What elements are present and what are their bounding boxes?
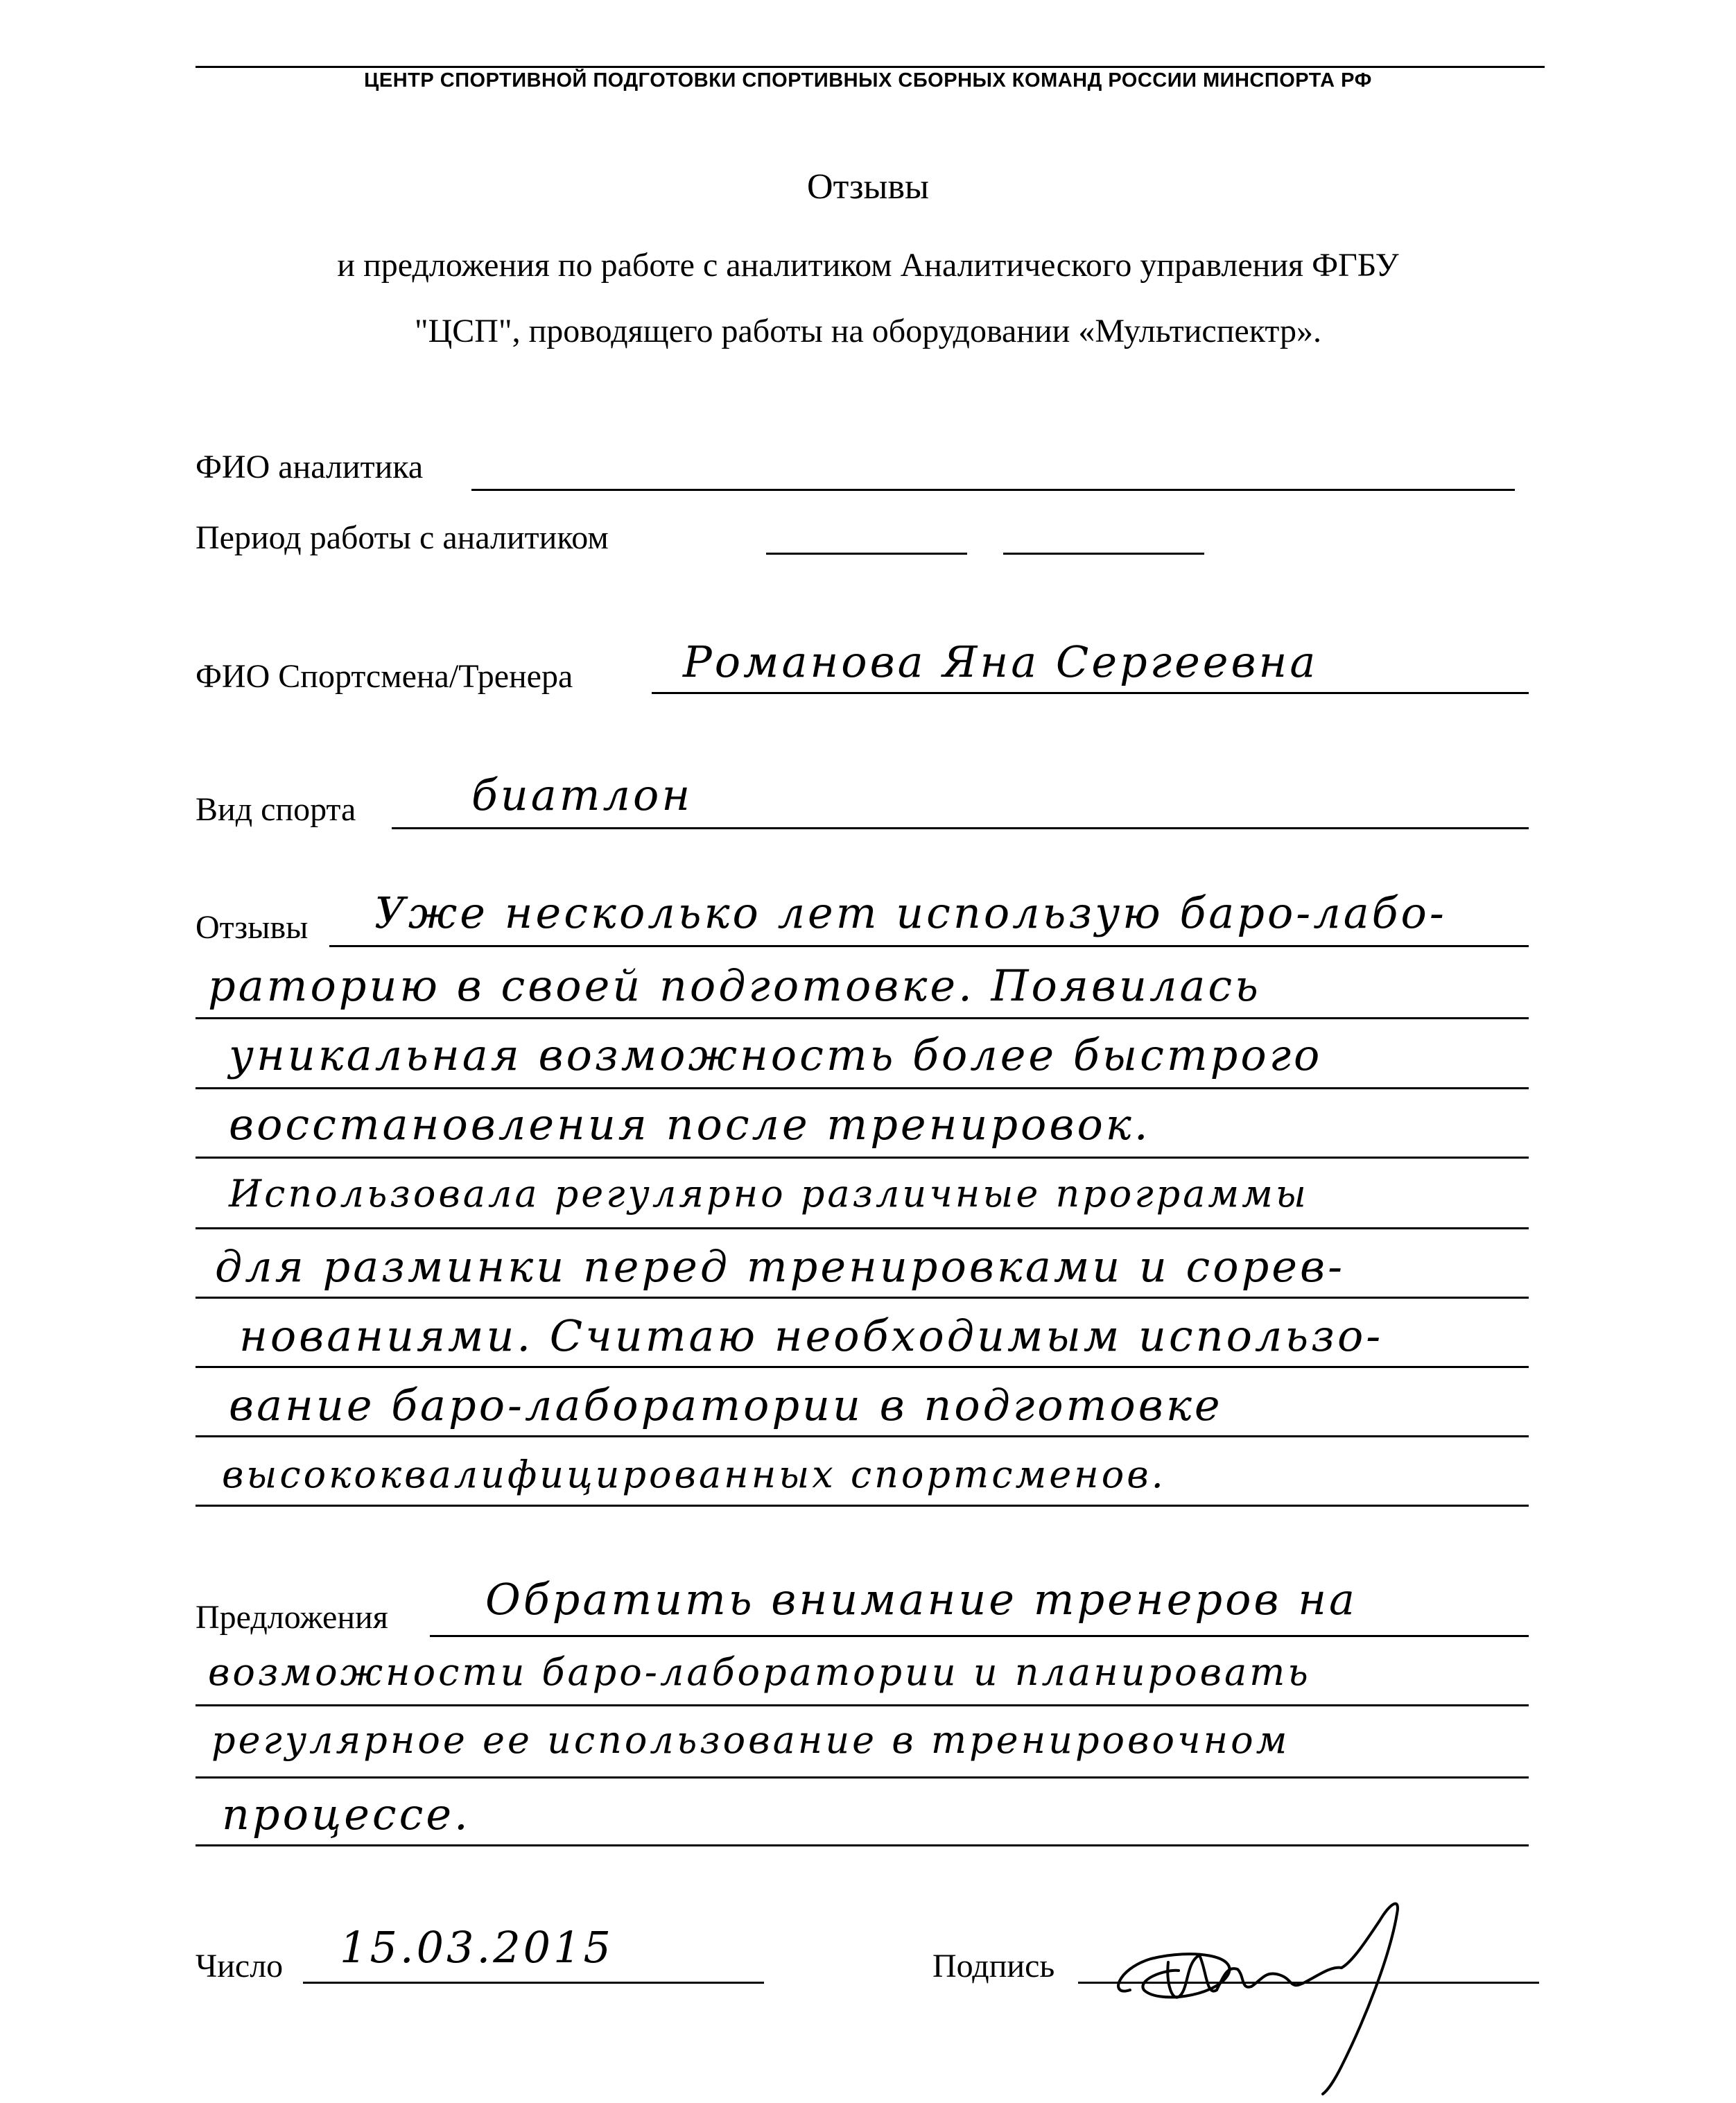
period-start-line[interactable] <box>766 553 967 555</box>
review-text-line: нованиями. Считаю необходимым использо- <box>239 1310 1384 1361</box>
reviews-line-5[interactable] <box>196 1227 1529 1229</box>
reviews-line-7[interactable] <box>196 1366 1529 1368</box>
athlete-field-line[interactable] <box>652 692 1529 694</box>
reviews-line-3[interactable] <box>196 1087 1529 1089</box>
suggestion-text-line: возможности баро-лаборатории и планировать <box>208 1650 1311 1694</box>
suggestions-line-1[interactable] <box>430 1635 1529 1637</box>
review-text-line: Использовала регулярно различные программы <box>229 1172 1309 1215</box>
subtitle-line-1: и предложения по работе с аналитиком Аналитического управления ФГБУ <box>337 247 1399 284</box>
review-text-line: для разминки перед тренировками и сорев- <box>215 1241 1346 1292</box>
suggestions-line-2[interactable] <box>196 1704 1529 1706</box>
review-text-line: Уже несколько лет использую баро-лабо- <box>374 888 1447 938</box>
date-handwritten-value: 15.03.2015 <box>340 1922 614 1973</box>
athlete-handwritten-value: Романова Яна Сергеевна <box>683 637 1319 687</box>
signature-label: Подпись <box>932 1948 1055 1984</box>
suggestion-text-line: процессе. <box>222 1789 471 1840</box>
period-label: Период работы с аналитиком <box>196 519 609 556</box>
reviews-label: Отзывы <box>196 909 309 946</box>
reviews-line-2[interactable] <box>196 1017 1529 1019</box>
analyst-field-line[interactable] <box>471 489 1515 491</box>
reviews-line-4[interactable] <box>196 1157 1529 1159</box>
suggestion-text-line: Обратить внимание тренеров на <box>485 1574 1358 1625</box>
reviews-line-8[interactable] <box>196 1435 1529 1437</box>
reviews-line-9[interactable] <box>196 1505 1529 1507</box>
reviews-line-6[interactable] <box>196 1297 1529 1299</box>
header-rule <box>196 66 1545 68</box>
reviews-line-1[interactable] <box>329 945 1529 947</box>
suggestions-line-4[interactable] <box>196 1844 1529 1846</box>
date-label: Число <box>196 1948 284 1984</box>
date-field-line[interactable] <box>303 1982 764 1984</box>
review-text-line: высококвалифицированных спортсменов. <box>222 1453 1166 1496</box>
sport-label: Вид спорта <box>196 791 356 828</box>
review-text-line: восстановления после тренировок. <box>229 1099 1151 1150</box>
suggestions-label: Предложения <box>196 1599 388 1636</box>
subtitle-line-2: "ЦСП", проводящего работы на оборудовании «Мультиспектр». <box>415 313 1321 349</box>
page-title: Отзывы <box>807 167 929 207</box>
review-text-line: раторию в своей подготовке. Появилась <box>208 960 1261 1011</box>
review-text-line: уникальная возможность более быстрого <box>229 1030 1323 1080</box>
athlete-label: ФИО Спортсмена/Тренера <box>196 658 573 695</box>
sport-handwritten-value: биатлон <box>471 770 693 820</box>
review-text-line: вание баро-лаборатории в подготовке <box>229 1380 1223 1430</box>
signature-image <box>1102 1893 1463 2101</box>
suggestions-line-3[interactable] <box>196 1776 1529 1779</box>
suggestion-text-line: регулярное ее использование в тренировочном <box>211 1718 1290 1762</box>
sport-field-line[interactable] <box>392 827 1529 829</box>
analyst-label: ФИО аналитика <box>196 449 424 485</box>
period-end-line[interactable] <box>1003 553 1204 555</box>
organization-header: ЦЕНТР СПОРТИВНОЙ ПОДГОТОВКИ СПОРТИВНЫХ СБОРНЫХ КОМАНД РОССИИ МИНСПОРТА РФ <box>364 69 1372 92</box>
